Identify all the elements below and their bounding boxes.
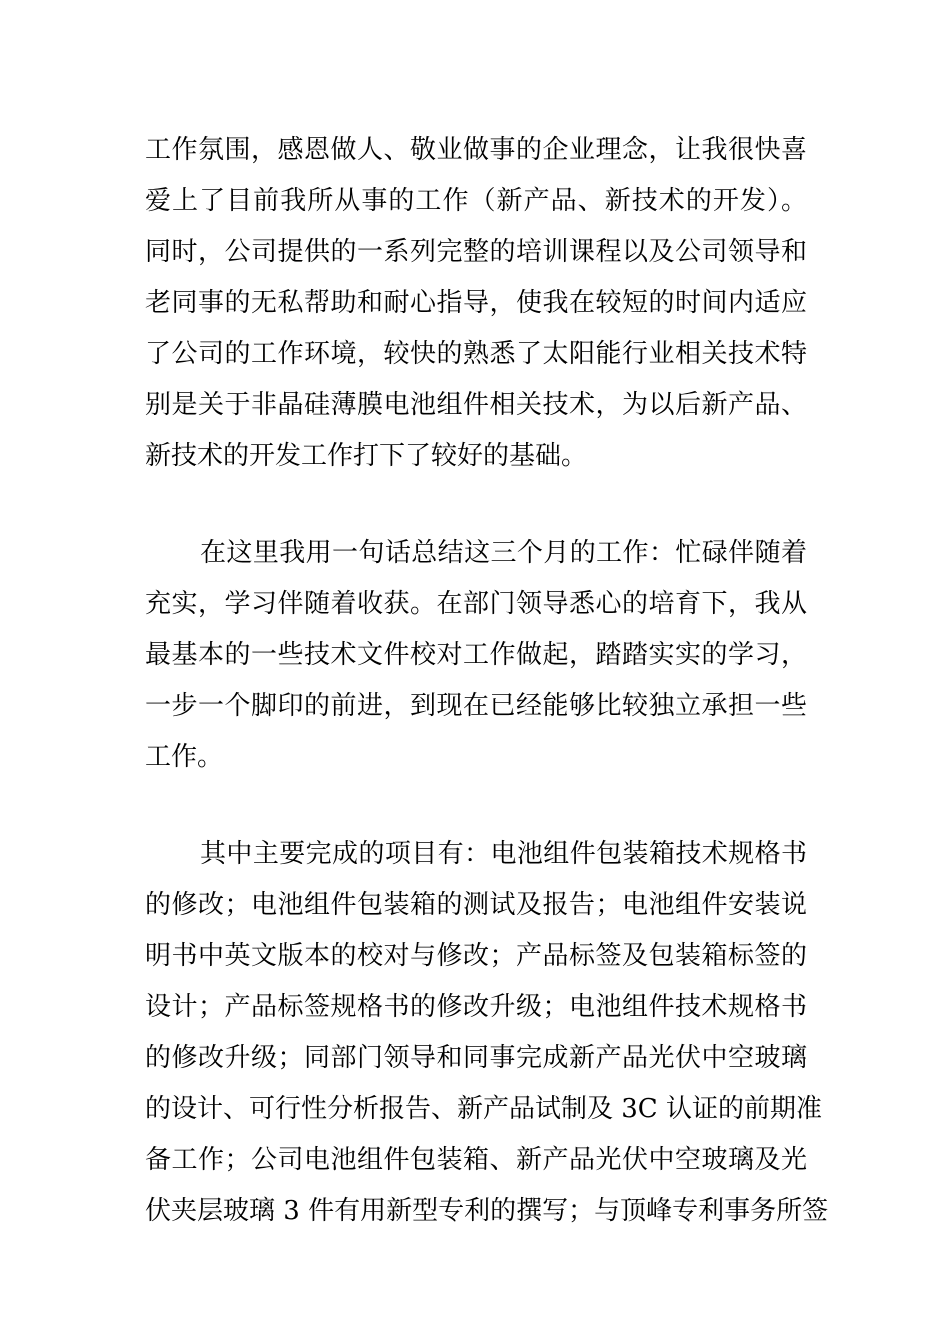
- paragraph-gap: [145, 482, 807, 528]
- paragraph-3: [145, 829, 829, 1237]
- text-line: 的修改；电池组件包装箱的测试及报告；电池组件安装说: [145, 890, 807, 920]
- text-line: 新技术的开发工作打下了较好的基础。: [145, 441, 588, 471]
- text-line: 充实，学习伴随着收获。在部门领导悉心的培育下，我从: [145, 589, 807, 619]
- text-line: 别是关于非晶硅薄膜电池组件相关技术，为以后新产品、: [145, 390, 807, 420]
- text-line: 的设计、可行性分析报告、新产品试制及 3C 认证的前期准: [145, 1094, 822, 1124]
- paragraph-gap: [145, 783, 807, 829]
- text-line: 伏夹层玻璃 3 件有用新型专利的撰写；与顶峰专利事务所签: [145, 1196, 829, 1226]
- text-line: 最基本的一些技术文件校对工作做起，踏踏实实的学习，: [145, 640, 807, 670]
- text-line: 明书中英文版本的校对与修改；产品标签及包装箱标签的: [145, 941, 807, 971]
- text-line: 爱上了目前我所从事的工作（新产品、新技术的开发）。: [145, 186, 807, 216]
- text-line: 工作。: [145, 742, 224, 772]
- text-line: 工作氛围，感恩做人、敬业做事的企业理念，让我很快喜: [145, 135, 807, 165]
- text-line: 备工作；公司电池组件包装箱、新产品光伏中空玻璃及光: [145, 1145, 807, 1175]
- text-line: 老同事的无私帮助和耐心指导，使我在较短的时间内适应: [145, 288, 807, 318]
- text-line: 一步一个脚印的前进，到现在已经能够比较独立承担一些: [145, 691, 807, 721]
- paragraph-1: [145, 125, 807, 482]
- text-line: 在这里我用一句话总结这三个月的工作：忙碌伴随着: [200, 538, 807, 568]
- text-line: 同时，公司提供的一系列完整的培训课程以及公司领导和: [145, 237, 807, 267]
- text-line: 其中主要完成的项目有：电池组件包装箱技术规格书: [200, 839, 807, 869]
- text-line: 的修改升级；同部门领导和同事完成新产品光伏中空玻璃: [145, 1043, 807, 1073]
- text-line: 了公司的工作环境，较快的熟悉了太阳能行业相关技术特: [145, 339, 807, 369]
- text-line: 设计；产品标签规格书的修改升级；电池组件技术规格书: [145, 992, 807, 1022]
- document-body: [145, 125, 829, 1237]
- paragraph-2: [145, 528, 807, 783]
